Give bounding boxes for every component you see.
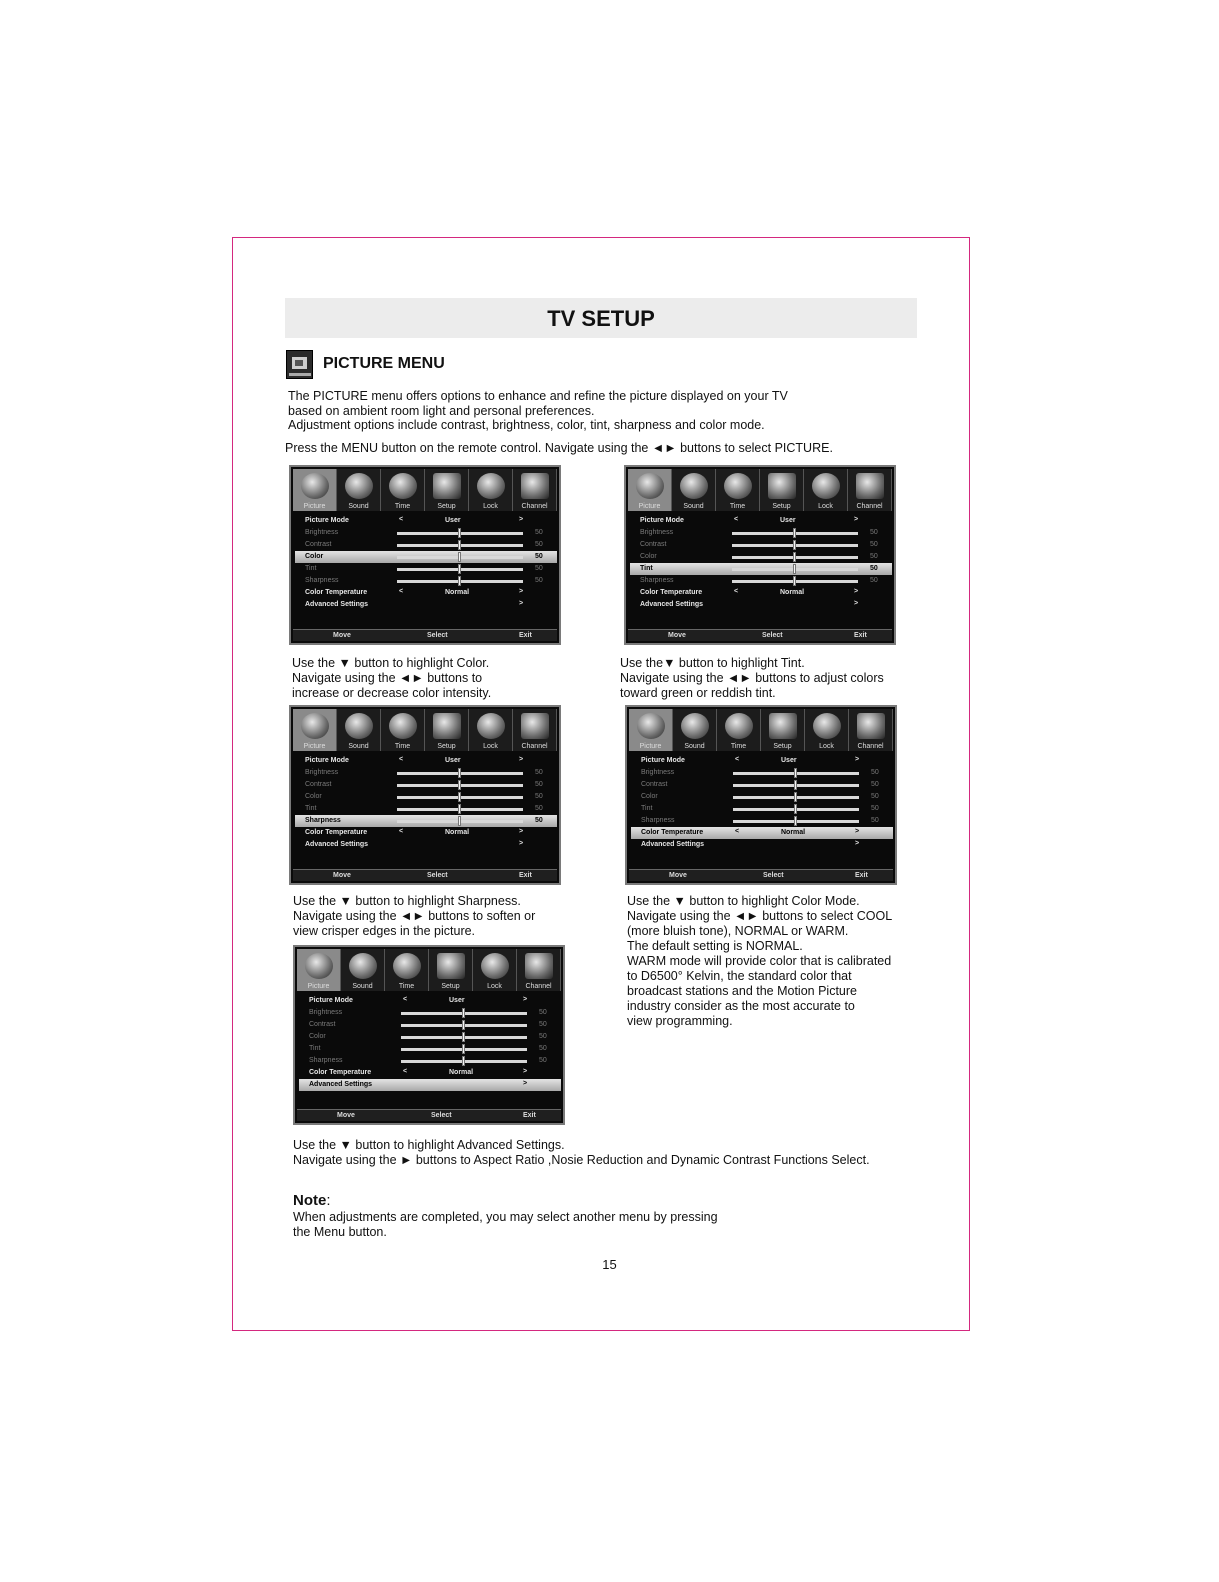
slider-knob: [458, 576, 461, 586]
menu-footer: Move Select Exit: [293, 869, 557, 881]
menu-tabs: [629, 709, 893, 751]
caption-colormode-7: broadcast stations and the Motion Picture: [627, 984, 857, 998]
tab-icon: [477, 473, 505, 499]
menu-tab: [760, 469, 804, 511]
tv-menu-advanced-settings: [293, 945, 565, 1125]
menu-row-slider: Tint 50: [641, 805, 879, 812]
tab-icon: [521, 713, 549, 739]
menu-row-color-temperature: Color Temperature < Normal >: [305, 588, 524, 596]
menu-tab: [848, 469, 892, 511]
tab-icon: [525, 953, 553, 979]
caption-tint-3: toward green or reddish tint.: [620, 686, 776, 700]
tv-menu-tint: [624, 465, 896, 645]
menu-row-slider: Color 50: [309, 1033, 547, 1040]
slider-knob: [794, 816, 797, 826]
menu-row-slider: Brightness 50: [309, 1009, 547, 1016]
slider-knob: [794, 804, 797, 814]
menu-row-picture-mode: Picture Mode < User >: [641, 756, 860, 764]
menu-tabs: [628, 469, 892, 511]
menu-tab: [381, 709, 425, 751]
menu-row-slider: Color 50: [295, 551, 557, 563]
slider-knob: [458, 528, 461, 538]
tab-icon: [636, 473, 664, 499]
menu-tab: [804, 469, 848, 511]
tab-icon: [477, 713, 505, 739]
menu-row-slider: Tint 50: [630, 563, 892, 575]
tab-label: Time: [729, 503, 746, 510]
menu-tab: [473, 949, 517, 991]
menu-row-slider: Sharpness 50: [641, 817, 879, 824]
note-heading: Note:: [293, 1192, 331, 1209]
menu-row-slider: Sharpness 50: [640, 577, 878, 584]
menu-tab: [513, 469, 557, 511]
tab-label: Time: [394, 743, 411, 750]
tab-label: Sound: [684, 743, 705, 750]
slider-knob: [462, 1020, 465, 1030]
caption-sharpness-3: view crisper edges in the picture.: [293, 924, 476, 938]
tab-label: Lock: [483, 743, 498, 750]
picture-menu-icon: [286, 350, 313, 379]
tab-icon: [481, 953, 509, 979]
slider-knob: [458, 816, 461, 826]
menu-row-slider: Brightness 50: [305, 529, 543, 536]
menu-tab: [849, 709, 893, 751]
tab-icon: [345, 713, 373, 739]
tab-label: Setup: [441, 983, 460, 990]
tab-label: Time: [730, 743, 747, 750]
menu-tab: [341, 949, 385, 991]
menu-tabs: [297, 949, 561, 991]
note-line-1: When adjustments are completed, you may select another menu by pressing: [293, 1210, 718, 1224]
slider-knob: [462, 1008, 465, 1018]
slider-knob: [794, 792, 797, 802]
tab-icon: [301, 473, 329, 499]
menu-tab: [517, 949, 561, 991]
tab-label: Channel: [856, 503, 883, 510]
tab-icon: [305, 953, 333, 979]
menu-row-picture-mode: Picture Mode < User >: [640, 516, 859, 524]
tab-icon: [680, 473, 708, 499]
menu-tab: [425, 709, 469, 751]
menu-tab: [628, 469, 672, 511]
menu-row-slider: Brightness 50: [305, 769, 543, 776]
menu-row-slider: Color 50: [640, 553, 878, 560]
tab-icon: [856, 473, 884, 499]
caption-colormode-8: industry consider as the most accurate to: [627, 999, 855, 1013]
menu-footer: Move Select Exit: [293, 629, 557, 641]
caption-colormode-9: view programming.: [627, 1014, 733, 1028]
tab-label: Sound: [348, 743, 369, 750]
tab-icon: [813, 713, 841, 739]
menu-row-picture-mode: Picture Mode < User >: [309, 996, 528, 1004]
tab-label: Channel: [521, 503, 548, 510]
menu-tab: [513, 709, 557, 751]
menu-tab: [381, 469, 425, 511]
menu-tabs: [293, 709, 557, 751]
menu-row-slider: Color 50: [305, 793, 543, 800]
menu-row-slider: Contrast 50: [641, 781, 879, 788]
tab-label: Lock: [818, 503, 833, 510]
menu-row-color-temperature: Color Temperature < Normal >: [640, 588, 859, 596]
tab-label: Channel: [525, 983, 552, 990]
menu-row-advanced-settings: Advanced Settings >: [305, 600, 524, 608]
caption-sharpness-1: Use the ▼ button to highlight Sharpness.: [293, 894, 521, 908]
menu-tab: [337, 709, 381, 751]
tab-icon: [812, 473, 840, 499]
tab-icon: [345, 473, 373, 499]
menu-tab: [805, 709, 849, 751]
menu-row-advanced-settings: Advanced Settings >: [640, 600, 859, 608]
slider-knob: [458, 780, 461, 790]
menu-row-slider: Brightness 50: [641, 769, 879, 776]
caption-color-1: Use the ▼ button to highlight Color.: [292, 656, 490, 670]
tab-icon: [724, 473, 752, 499]
caption-advanced-2: Navigate using the ► buttons to Aspect Ratio ,Nosie Reduction and Dynamic Contrast Functions Select.: [293, 1153, 870, 1167]
menu-tab: [673, 709, 717, 751]
tab-label: Sound: [348, 503, 369, 510]
menu-tab: [293, 709, 337, 751]
menu-tab: [385, 949, 429, 991]
tab-label: Lock: [819, 743, 834, 750]
menu-tab: [337, 469, 381, 511]
menu-tab: [293, 469, 337, 511]
menu-row-slider: Tint 50: [305, 565, 543, 572]
tab-icon: [433, 473, 461, 499]
tab-label: Sound: [352, 983, 373, 990]
menu-tab: [761, 709, 805, 751]
slider-knob: [793, 552, 796, 562]
slider-knob: [458, 552, 461, 562]
menu-row-color-temperature: Color Temperature < Normal >: [631, 827, 893, 839]
page-title: TV SETUP: [285, 298, 917, 338]
menu-tabs: [293, 469, 557, 511]
tab-icon: [437, 953, 465, 979]
slider-knob: [793, 564, 796, 574]
tab-label: Lock: [487, 983, 502, 990]
slider-knob: [462, 1056, 465, 1066]
page-number: 15: [602, 1257, 617, 1272]
menu-row-advanced-settings: Advanced Settings >: [641, 840, 860, 848]
caption-colormode-1: Use the ▼ button to highlight Color Mode.: [627, 894, 860, 908]
caption-colormode-3: (more bluish tone), NORMAL or WARM.: [627, 924, 849, 938]
tab-icon: [857, 713, 885, 739]
menu-tab: [672, 469, 716, 511]
menu-row-slider: Contrast 50: [640, 541, 878, 548]
note-line-2: the Menu button.: [293, 1225, 387, 1239]
slider-knob: [458, 564, 461, 574]
intro-line-3: Adjustment options include contrast, brightness, color, tint, sharpness and color mode.: [288, 418, 765, 432]
tab-icon: [681, 713, 709, 739]
menu-row-slider: Sharpness 50: [305, 577, 543, 584]
tab-icon: [389, 713, 417, 739]
menu-tab: [469, 469, 513, 511]
tab-icon: [769, 713, 797, 739]
caption-tint-1: Use the▼ button to highlight Tint.: [620, 656, 805, 670]
tab-label: Time: [394, 503, 411, 510]
slider-knob: [458, 540, 461, 550]
tab-label: Picture: [639, 743, 662, 750]
menu-row-color-temperature: Color Temperature < Normal >: [309, 1068, 528, 1076]
slider-knob: [462, 1032, 465, 1042]
tab-label: Picture: [307, 983, 330, 990]
tab-label: Setup: [437, 503, 456, 510]
tab-label: Picture: [638, 503, 661, 510]
menu-footer: Move Select Exit: [628, 629, 892, 641]
tab-label: Picture: [303, 503, 326, 510]
tab-label: Channel: [857, 743, 884, 750]
intro-line-2: based on ambient room light and personal preferences.: [288, 404, 595, 418]
slider-knob: [458, 792, 461, 802]
menu-row-advanced-settings: Advanced Settings >: [299, 1079, 561, 1091]
tab-icon: [433, 713, 461, 739]
menu-row-slider: Contrast 50: [305, 781, 543, 788]
tv-menu-sharpness: [289, 705, 561, 885]
slider-knob: [458, 768, 461, 778]
menu-footer: Move Select Exit: [629, 869, 893, 881]
intro-line-1: The PICTURE menu offers options to enhance and refine the picture displayed on your TV: [288, 389, 788, 403]
menu-tab: [429, 949, 473, 991]
menu-row-slider: Contrast 50: [305, 541, 543, 548]
tab-icon: [389, 473, 417, 499]
menu-row-color-temperature: Color Temperature < Normal >: [305, 828, 524, 836]
slider-knob: [794, 780, 797, 790]
tab-icon: [393, 953, 421, 979]
caption-colormode-4: The default setting is NORMAL.: [627, 939, 803, 953]
tab-icon: [349, 953, 377, 979]
menu-row-slider: Sharpness 50: [295, 815, 557, 827]
menu-row-slider: Tint 50: [305, 805, 543, 812]
caption-color-2: Navigate using the ◄► buttons to: [292, 671, 483, 685]
menu-row-slider: Sharpness 50: [309, 1057, 547, 1064]
menu-tab: [717, 709, 761, 751]
slider-knob: [794, 768, 797, 778]
menu-tab: [716, 469, 760, 511]
tab-label: Lock: [483, 503, 498, 510]
press-menu-instruction: Press the MENU button on the remote control. Navigate using the ◄► buttons to select PICTURE.: [285, 441, 833, 455]
tab-icon: [725, 713, 753, 739]
menu-row-slider: Brightness 50: [640, 529, 878, 536]
tab-icon: [521, 473, 549, 499]
caption-colormode-2: Navigate using the ◄► buttons to select COOL: [627, 909, 893, 923]
menu-row-slider: Color 50: [641, 793, 879, 800]
slider-knob: [458, 804, 461, 814]
menu-row-slider: Contrast 50: [309, 1021, 547, 1028]
tab-label: Setup: [437, 743, 456, 750]
tab-label: Channel: [521, 743, 548, 750]
tab-icon: [768, 473, 796, 499]
slider-knob: [793, 528, 796, 538]
menu-tab: [297, 949, 341, 991]
tab-label: Setup: [772, 503, 791, 510]
slider-knob: [793, 576, 796, 586]
tv-menu-color-temperature: [625, 705, 897, 885]
caption-color-3: increase or decrease color intensity.: [292, 686, 492, 700]
tv-menu-color: [289, 465, 561, 645]
caption-advanced-1: Use the ▼ button to highlight Advanced Settings.: [293, 1138, 565, 1152]
tab-icon: [301, 713, 329, 739]
tab-label: Sound: [683, 503, 704, 510]
slider-knob: [793, 540, 796, 550]
tab-label: Setup: [773, 743, 792, 750]
caption-colormode-6: to D6500° Kelvin, the standard color that: [627, 969, 852, 983]
menu-tab: [469, 709, 513, 751]
caption-tint-2: Navigate using the ◄► buttons to adjust colors: [620, 671, 884, 685]
tab-label: Time: [398, 983, 415, 990]
menu-footer: Move Select Exit: [297, 1109, 561, 1121]
menu-tab: [629, 709, 673, 751]
slider-knob: [462, 1044, 465, 1054]
menu-tab: [425, 469, 469, 511]
menu-row-picture-mode: Picture Mode < User >: [305, 756, 524, 764]
section-title: PICTURE MENU: [323, 355, 445, 372]
caption-colormode-5: WARM mode will provide color that is calibrated: [627, 954, 892, 968]
caption-sharpness-2: Navigate using the ◄► buttons to soften or: [293, 909, 536, 923]
menu-row-slider: Tint 50: [309, 1045, 547, 1052]
tab-label: Picture: [303, 743, 326, 750]
menu-row-advanced-settings: Advanced Settings >: [305, 840, 524, 848]
menu-row-picture-mode: Picture Mode < User >: [305, 516, 524, 524]
tab-icon: [637, 713, 665, 739]
